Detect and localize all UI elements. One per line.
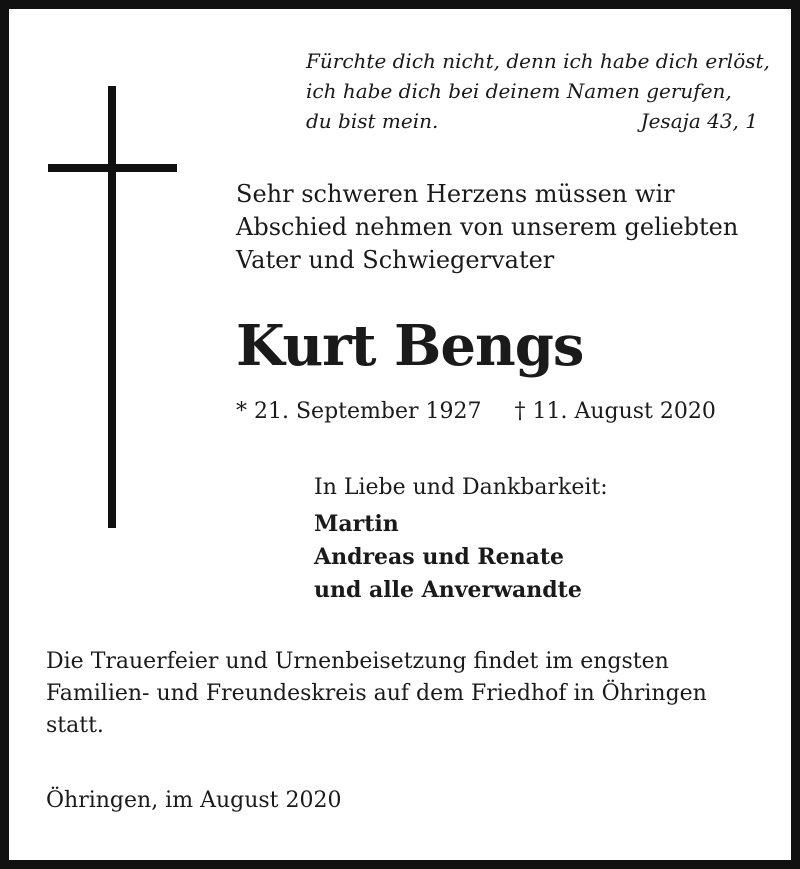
mourner-name: Martin [314,511,399,537]
quote-line-2: ich habe dich bei deinem Namen gerufen, [306,79,732,103]
intro-line-3: Vater und Schwiegervater [236,246,555,274]
life-dates [236,396,716,428]
mourners-list [314,508,582,607]
place-and-date: Öhringen, im August 2020 [46,788,342,813]
intro-line-1: Sehr schweren Herzens müssen wir [236,180,675,208]
quote-line-3-row [306,106,758,136]
ceremony-info [46,646,766,742]
intro-text [236,178,756,277]
cross-icon [108,86,116,528]
mourners-heading: In Liebe und Dankbarkeit: [314,475,608,500]
quote-line-1: Fürchte dich nicht, denn ich habe dich erlöst, [306,49,770,73]
mourner-name: und alle Anverwandte [314,577,582,603]
quote-line-3: du bist mein. [306,109,439,133]
ceremony-line-1: Die Trauerfeier und Urnenbeisetzung findet im engsten [46,649,669,674]
intro-line-2: Abschied nehmen von unserem geliebten [236,213,739,241]
death-date: † 11. August 2020 [514,399,716,424]
deceased-name: Kurt Bengs [236,313,584,379]
ceremony-line-2: Familien- und Freundeskreis auf dem Friedhof in Öhringen [46,681,707,706]
birth-date: * 21. September 1927 [236,399,482,424]
cross-icon-crossbar [48,164,177,172]
quote-reference: Jesaja 43, 1 [640,109,758,133]
bible-quote [306,46,770,136]
mourner-name: Andreas und Renate [314,544,565,570]
ceremony-line-3: statt. [46,713,104,738]
